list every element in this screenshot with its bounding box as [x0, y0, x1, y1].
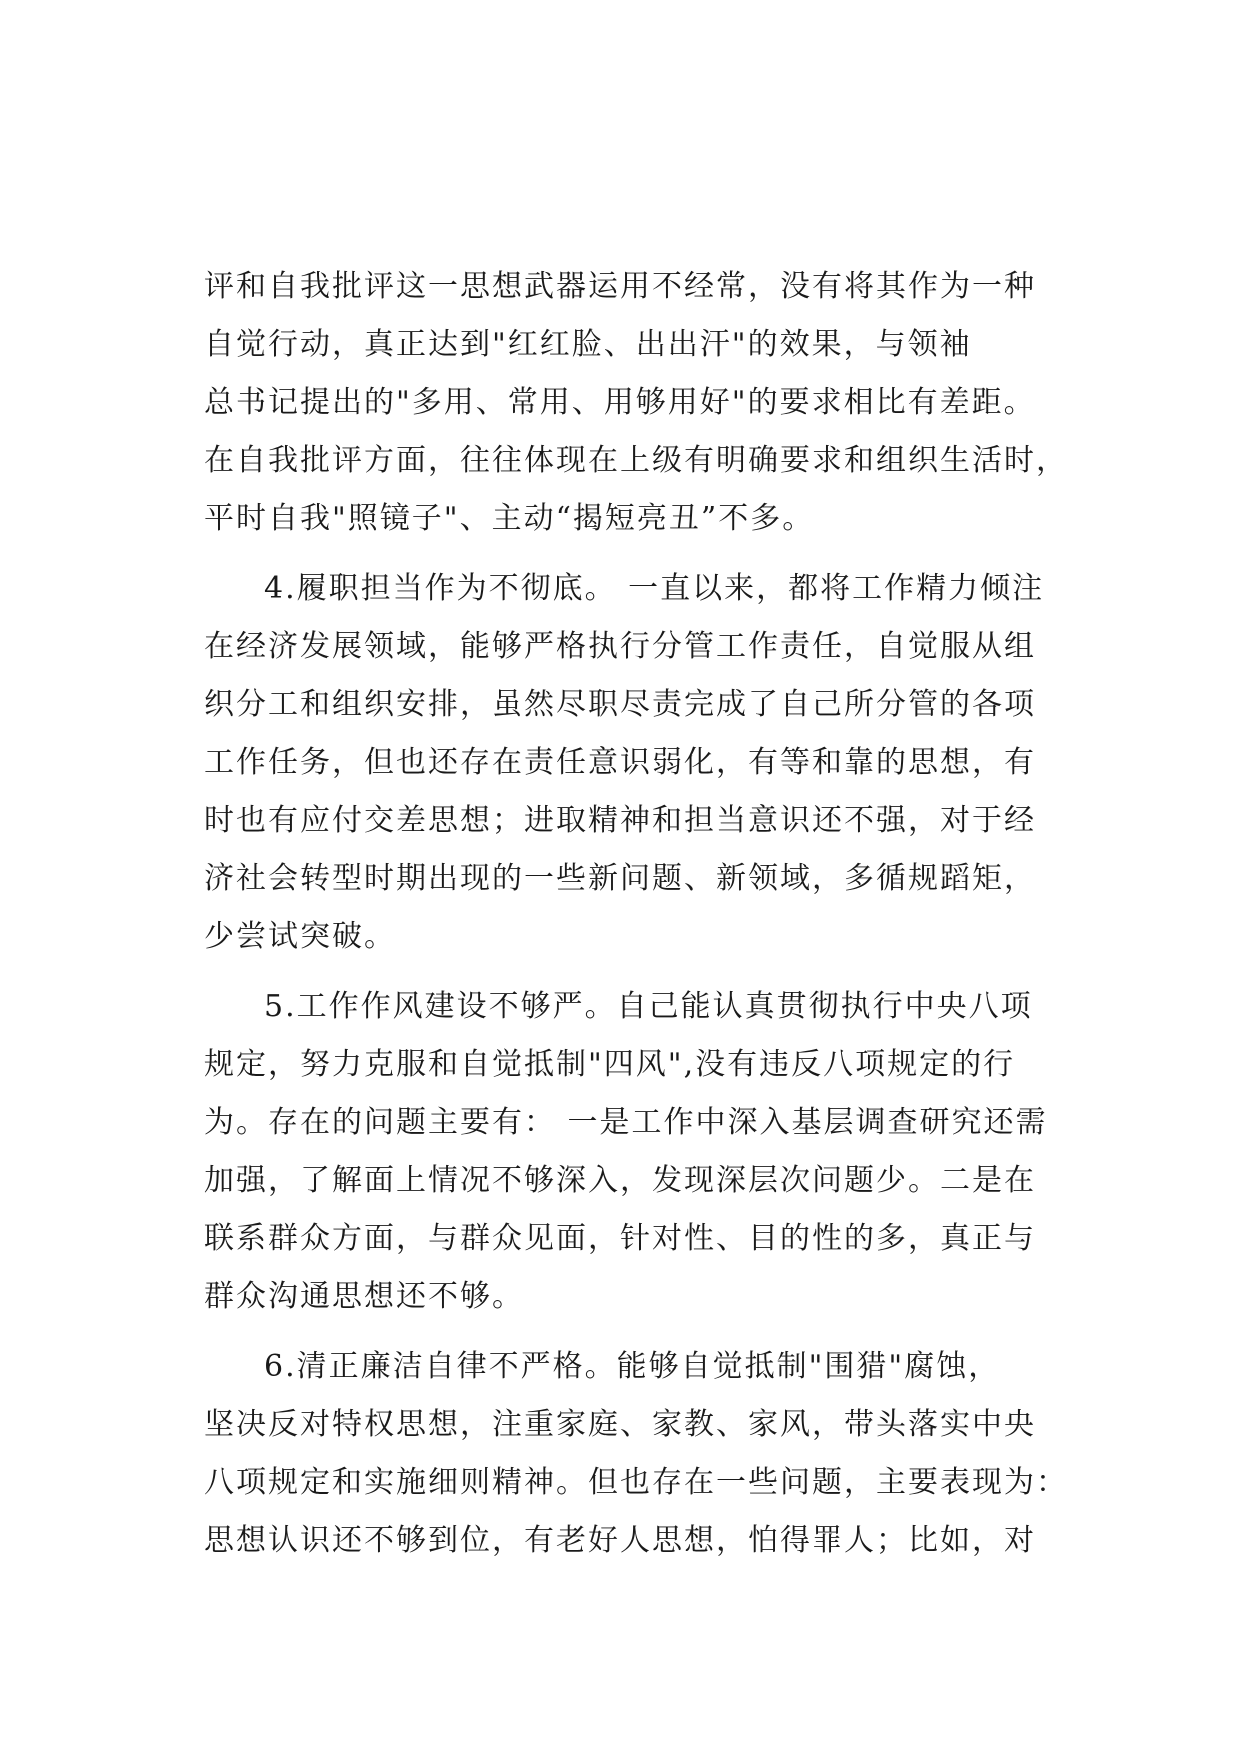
text-line: 为。存在的问题主要有： 一是工作中深入基层调查研究还需 — [204, 1105, 1048, 1140]
text-line: 平时自我"照镜子"、主动“揭短亮丑”不多。 — [204, 501, 815, 536]
text-line: 坚决反对特权思想，注重家庭、家教、家风，带头落实中央 — [204, 1407, 1036, 1442]
paragraph-item-4 — [204, 560, 1062, 966]
text-line: 济社会转型时期出现的一些新问题、新领域，多循规蹈矩， — [204, 861, 1036, 896]
text-line: 工作任务，但也还存在责任意识弱化，有等和靠的思想，有 — [204, 745, 1036, 780]
paragraph-self-criticism — [204, 258, 1068, 548]
text-line: 4.履职担当作为不彻底。 一直以来，都将工作精力倾注 — [264, 571, 1045, 606]
text-line: 5.工作作风建设不够严。自己能认真贯彻执行中央八项 — [264, 989, 1033, 1024]
text-line: 联系群众方面，与群众见面，针对性、目的性的多，真正与 — [204, 1221, 1036, 1256]
text-line: 6.清正廉洁自律不严格。能够自觉抵制"围猎"腐蚀， — [264, 1349, 1001, 1384]
text-line: 规定，努力克服和自觉抵制"四风",没有违反八项规定的行 — [204, 1047, 1016, 1082]
text-line: 时也有应付交差思想；进取精神和担当意识还不强，对于经 — [204, 803, 1036, 838]
text-line: 思想认识还不够到位，有老好人思想，怕得罪人；比如，对 — [204, 1523, 1036, 1558]
text-line: 加强，了解面上情况不够深入，发现深层次问题少。二是在 — [204, 1163, 1036, 1198]
text-line: 自觉行动，真正达到"红红脸、出出汗"的效果，与领袖 — [204, 327, 972, 362]
text-line: 在经济发展领域，能够严格执行分管工作责任，自觉服从组 — [204, 629, 1036, 664]
text-line: 群众沟通思想还不够。 — [204, 1279, 524, 1314]
text-line: 八项规定和实施细则精神。但也存在一些问题，主要表现为： — [204, 1465, 1068, 1500]
text-line: 评和自我批评这一思想武器运用不经常，没有将其作为一种 — [204, 269, 1036, 304]
document-body — [204, 258, 1068, 1570]
text-line: 织分工和组织安排，虽然尽职尽责完成了自己所分管的各项 — [204, 687, 1036, 722]
text-line: 总书记提出的"多用、常用、用够用好"的要求相比有差距。 — [204, 385, 1036, 420]
paragraph-item-6 — [204, 1338, 1068, 1570]
text-line: 少尝试突破。 — [204, 919, 396, 954]
text-line: 在自我批评方面，往往体现在上级有明确要求和组织生活时， — [204, 443, 1068, 478]
paragraph-item-5 — [204, 978, 1062, 1326]
